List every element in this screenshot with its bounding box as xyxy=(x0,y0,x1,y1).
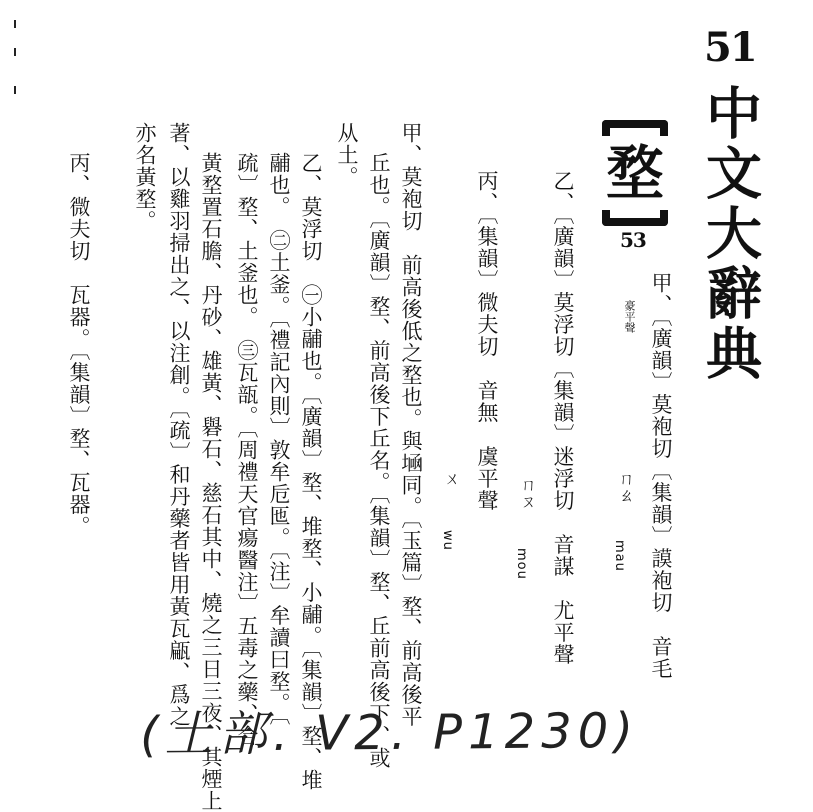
romaji-a: mau xyxy=(612,540,627,572)
reading-tone-a: 豪平聲 xyxy=(623,300,636,333)
reading-text-a: 甲、〔廣韻〕莫袍切〔集韻〕謨袍切 音毛 xyxy=(649,272,673,680)
handwritten-annotation: (土部. V2. P1230) xyxy=(139,702,640,764)
reading-column-c xyxy=(472,170,502,512)
definition-column: 黃堥置石膽、丹砂、雄黃、礜石、慈石其中、燒之三日三夜、其煙上 xyxy=(199,152,223,812)
reading-text-b: 乙、〔廣韻〕莫浮切〔集韻〕迷浮切 音謀 尤平聲 xyxy=(551,170,575,666)
definition-column: 丘也。〔廣韻〕堥、前高後下丘名。〔集韻〕堥、丘前高後下、或 xyxy=(367,152,391,769)
reading-text-c: 丙、〔集韻〕微夫切 音無 虞平聲 xyxy=(475,170,499,512)
definition-column: 从土。 xyxy=(335,122,359,188)
zhuyin-c: ㄨ xyxy=(442,470,461,487)
margin-tick xyxy=(14,20,16,28)
definition-column: 丙、微夫切 瓦器。〔集韻〕堥、瓦器。 xyxy=(67,152,91,538)
definition-column: 甲、莫袍切 前高後低之堥也。與𡎕同。〔玉篇〕堥、前高後平 xyxy=(399,122,423,728)
entry-number: 53 xyxy=(620,228,646,252)
margin-tick xyxy=(14,48,16,56)
margin-tick xyxy=(14,86,16,94)
zhuyin-b: ㄇㄡ xyxy=(518,476,537,510)
definition-column: 鬴也。 ㊁土釜。〔禮記內則〕敦牟卮匜。〔注〕牟讀曰堥。〔 xyxy=(267,152,291,726)
definition-column: 著、以雞羽掃出之、以注創。〔疏〕和丹藥者皆用黃瓦甂、爲之 xyxy=(167,122,191,728)
definition-column: 亦名黃堥。 xyxy=(133,122,157,232)
bracket-top xyxy=(602,120,668,136)
romaji-c: wu xyxy=(440,530,455,551)
head-character-box xyxy=(602,120,668,226)
page-number: 51 xyxy=(704,24,756,71)
definition-column: 疏〕堥、土釜也。 ㊂瓦瓿。〔周禮天官瘍醫注〕五毒之藥、合 xyxy=(235,152,259,747)
reading-column-b xyxy=(548,170,578,666)
dictionary-title: 中文大辭典 xyxy=(697,84,763,384)
zhuyin-a: ㄇㄠ xyxy=(616,470,635,504)
reading-column-a xyxy=(646,272,676,680)
bracket-bottom xyxy=(602,210,668,226)
head-character: 堥 xyxy=(605,139,664,207)
romaji-b: mou xyxy=(514,548,529,580)
definition-column: 乙、莫浮切 ㊀小鬴也。〔廣韻〕堥、堆堥、小鬴。〔集韻〕堥、堆 xyxy=(299,152,323,791)
